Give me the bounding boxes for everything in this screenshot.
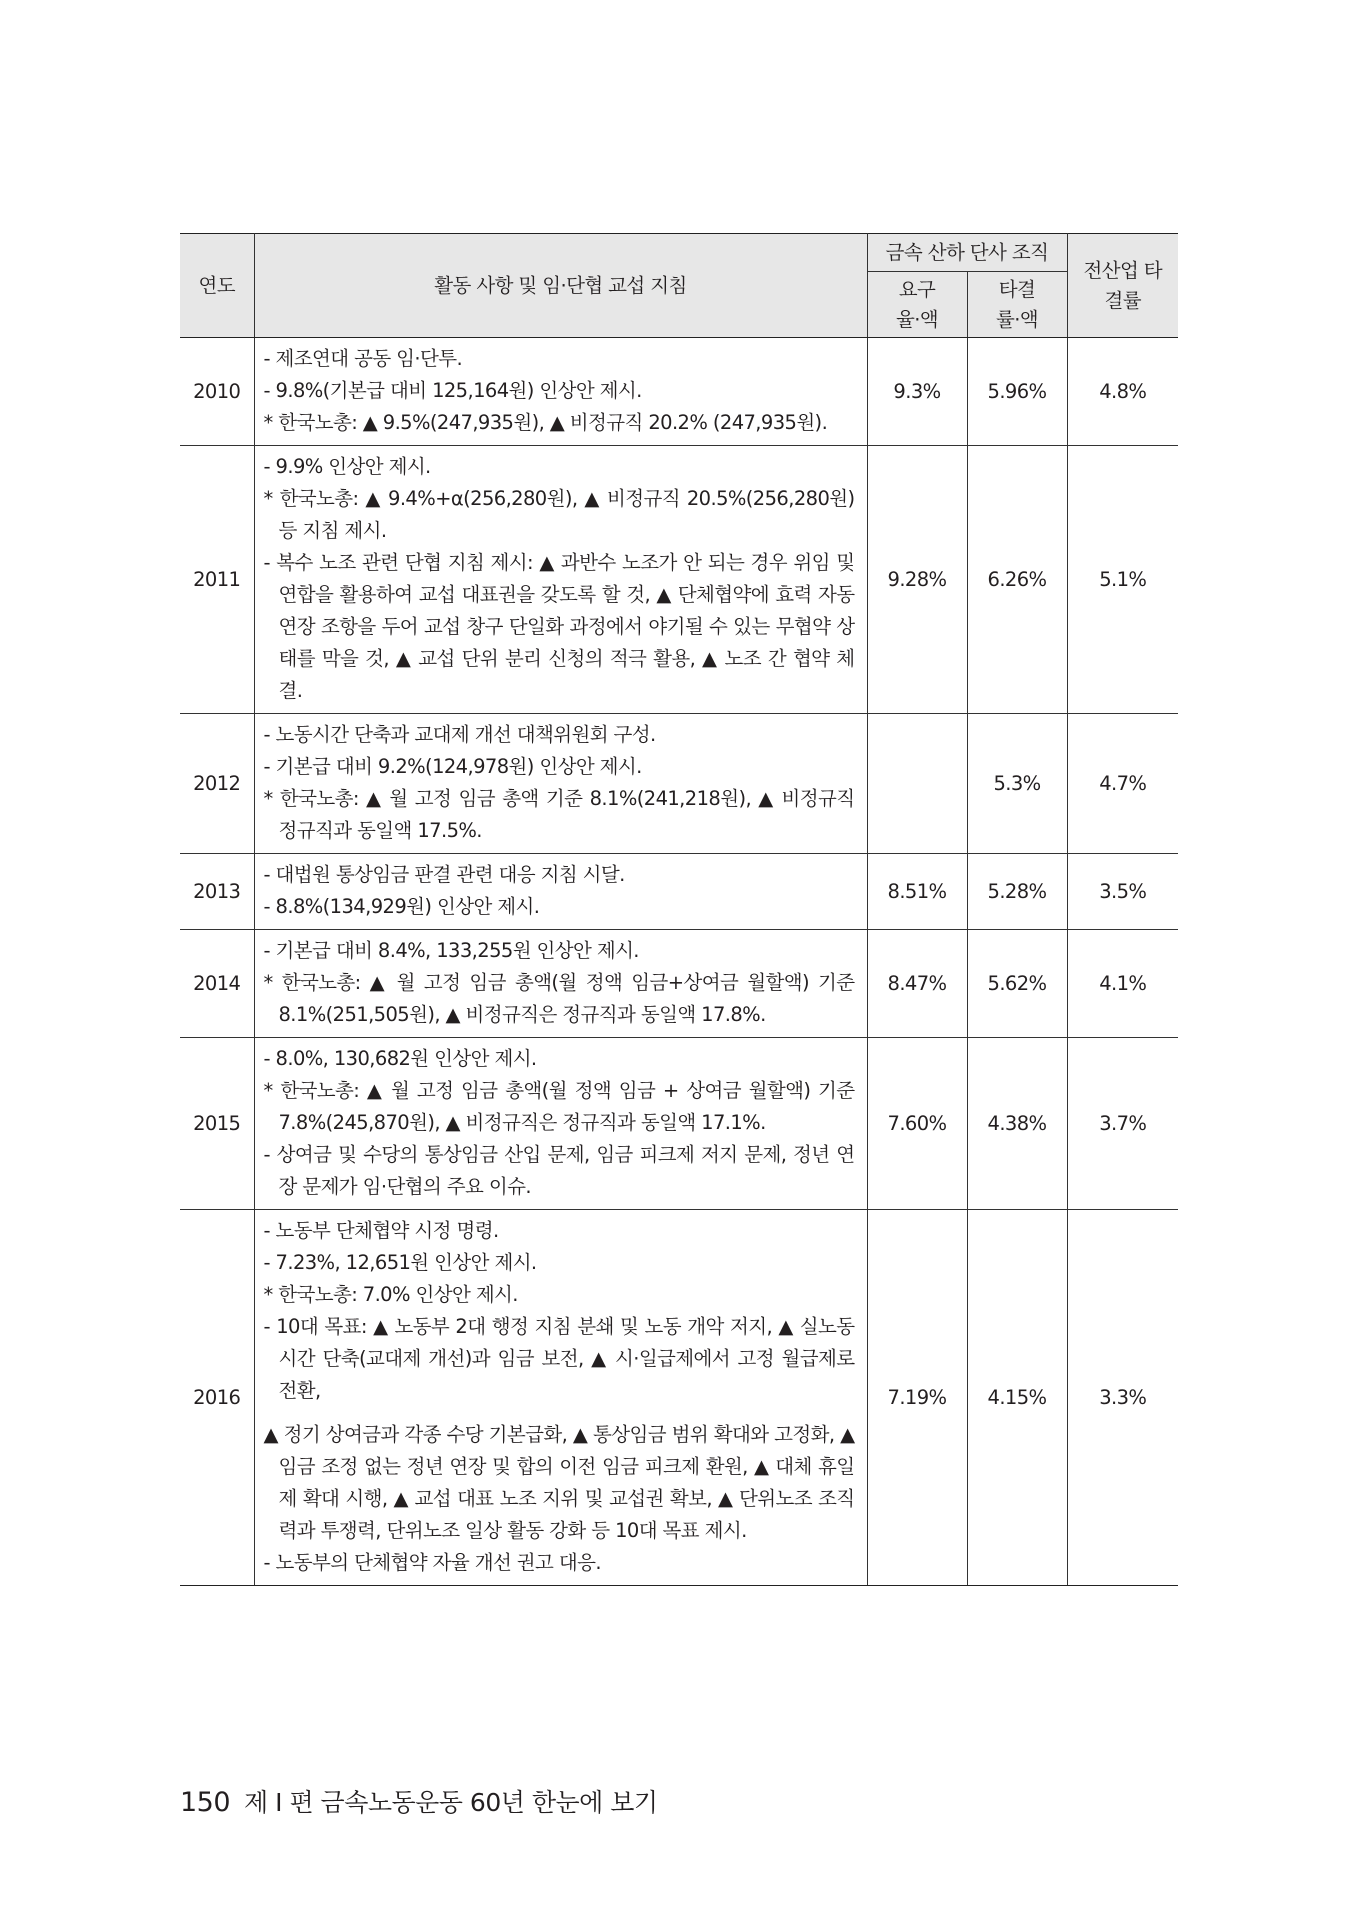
table-row xyxy=(180,854,1178,930)
table-row xyxy=(180,1038,1178,1210)
table-body xyxy=(180,338,1178,1586)
demand-rate-cell: 9.28% xyxy=(867,446,967,714)
table-row xyxy=(180,338,1178,446)
industry-rate-cell: 3.3% xyxy=(1067,1210,1178,1586)
year-cell: 2012 xyxy=(180,714,254,854)
activity-item: - 8.8%(134,929원) 인상안 제시. xyxy=(263,895,540,918)
table-row xyxy=(180,1210,1178,1586)
activity-cell xyxy=(254,338,867,446)
demand-rate-cell: 9.3% xyxy=(867,338,967,446)
header-year: 연도 xyxy=(180,234,254,338)
page-footer xyxy=(180,1783,658,1819)
header-industry-rate: 전산업 타결률 xyxy=(1067,234,1178,338)
activity-item: - 9.8%(기본급 대비 125,164원) 인상안 제시. xyxy=(263,379,642,402)
demand-rate-cell: 8.47% xyxy=(867,930,967,1038)
industry-rate-cell: 3.5% xyxy=(1067,854,1178,930)
wage-bargaining-table xyxy=(180,233,1178,1586)
settle-rate-cell: 6.26% xyxy=(967,446,1067,714)
activity-item: - 복수 노조 관련 단협 지침 제시: ▲ 과반수 노조가 안 되는 경우 위임 및 연합을 활용하여 교섭 대표권을 갖도록 할 것, ▲ 단체협약에 효력 자동 연장 조항을 두어 교섭 창구 단일화 과정에서 야기될 수 있는 무협약 상태를 막을 것, ▲ 교섭 단위 분리 신청의 적극 활용, ▲ 노조 간 협약 체결. xyxy=(263,551,855,702)
activity-item: - 기본급 대비 8.4%, 133,255원 인상안 제시. xyxy=(263,939,639,962)
settle-rate-cell: 5.28% xyxy=(967,854,1067,930)
activity-item: - 대법원 통상임금 판결 관련 대응 지침 시달. xyxy=(263,863,625,886)
industry-rate-cell: 5.1% xyxy=(1067,446,1178,714)
activity-item: * 한국노총: ▲ 9.5%(247,935원), ▲ 비정규직 20.2% (247,935원). xyxy=(263,411,828,434)
header-activity: 활동 사항 및 임·단협 교섭 지침 xyxy=(254,234,867,338)
activity-item: * 한국노총: ▲ 9.4%+α(256,280원), ▲ 비정규직 20.5%(256,280원) 등 지침 제시. xyxy=(263,487,855,542)
demand-rate-cell: 7.19% xyxy=(867,1210,967,1586)
activity-cell xyxy=(254,930,867,1038)
activity-item: - 8.0%, 130,682원 인상안 제시. xyxy=(263,1047,537,1070)
year-cell: 2014 xyxy=(180,930,254,1038)
industry-rate-cell: 4.1% xyxy=(1067,930,1178,1038)
activity-item: - 기본급 대비 9.2%(124,978원) 인상안 제시. xyxy=(263,755,642,778)
industry-rate-cell: 4.7% xyxy=(1067,714,1178,854)
table-row xyxy=(180,714,1178,854)
activity-item: * 한국노총: ▲ 월 고정 임금 총액(월 정액 임금 + 상여금 월할액) 기준 7.8%(245,870원), ▲ 비정규직은 정규직과 동일액 17.1%. xyxy=(263,1079,855,1134)
activity-item: - 노동부 단체협약 시정 명령. xyxy=(263,1219,499,1242)
header-settle-rate: 타결 률·액 xyxy=(967,272,1067,338)
activity-item: - 7.23%, 12,651원 인상안 제시. xyxy=(263,1251,537,1274)
activity-item: * 한국노총: ▲ 월 고정 임금 총액(월 정액 임금+상여금 월할액) 기준 8.1%(251,505원), ▲ 비정규직은 정규직과 동일액 17.8%. xyxy=(263,971,855,1026)
table-row xyxy=(180,446,1178,714)
page-number: 150 xyxy=(180,1787,231,1818)
activity-cell xyxy=(254,854,867,930)
activity-item: - 노동시간 단축과 교대제 개선 대책위원회 구성. xyxy=(263,723,656,746)
chapter-title: 제 I 편 금속노동운동 60년 한눈에 보기 xyxy=(244,1788,658,1817)
year-cell: 2010 xyxy=(180,338,254,446)
activity-cell xyxy=(254,1210,867,1586)
settle-rate-cell: 4.38% xyxy=(967,1038,1067,1210)
settle-rate-cell: 4.15% xyxy=(967,1210,1067,1586)
industry-rate-cell: 4.8% xyxy=(1067,338,1178,446)
activity-item: - 9.9% 인상안 제시. xyxy=(263,455,431,478)
activity-item: ▲ 정기 상여금과 각종 수당 기본급화, ▲ 통상임금 범위 확대와 고정화, ▲ 임금 조정 없는 정년 연장 및 합의 이전 임금 피크제 환원, ▲ 대체 휴일제 확대 시행, ▲ 교섭 대표 노조 지위 및 교섭권 확보, ▲ 단위노조 조직력과 투쟁력, 단위노조 일상 활동 강화 등 10대 목표 제시. xyxy=(263,1423,855,1542)
activity-cell xyxy=(254,446,867,714)
activity-item: * 한국노총: ▲ 월 고정 임금 총액 기준 8.1%(241,218원), ▲ 비정규직 정규직과 동일액 17.5%. xyxy=(263,787,855,842)
header-union-group: 금속 산하 단사 조직 xyxy=(867,234,1067,272)
activity-item: - 상여금 및 수당의 통상임금 산입 문제, 임금 피크제 저지 문제, 정년 연장 문제가 임·단협의 주요 이슈. xyxy=(263,1143,855,1198)
year-cell: 2011 xyxy=(180,446,254,714)
year-cell: 2015 xyxy=(180,1038,254,1210)
year-cell: 2016 xyxy=(180,1210,254,1586)
demand-rate-cell xyxy=(867,714,967,854)
year-cell: 2013 xyxy=(180,854,254,930)
settle-rate-cell: 5.96% xyxy=(967,338,1067,446)
activity-item: * 한국노총: 7.0% 인상안 제시. xyxy=(263,1283,518,1306)
activity-item: - 노동부의 단체협약 자율 개선 권고 대응. xyxy=(263,1551,601,1574)
activity-cell xyxy=(254,1038,867,1210)
industry-rate-cell: 3.7% xyxy=(1067,1038,1178,1210)
activity-cell xyxy=(254,714,867,854)
settle-rate-cell: 5.62% xyxy=(967,930,1067,1038)
activity-item: - 제조연대 공동 임·단투. xyxy=(263,347,463,370)
demand-rate-cell: 8.51% xyxy=(867,854,967,930)
demand-rate-cell: 7.60% xyxy=(867,1038,967,1210)
header-demand-rate: 요구 율·액 xyxy=(867,272,967,338)
activity-item: - 10대 목표: ▲ 노동부 2대 행정 지침 분쇄 및 노동 개악 저지, ▲ 실노동시간 단축(교대제 개선)과 임금 보전, ▲ 시·일급제에서 고정 월급제로 전환, xyxy=(263,1315,855,1402)
table-row xyxy=(180,930,1178,1038)
settle-rate-cell: 5.3% xyxy=(967,714,1067,854)
